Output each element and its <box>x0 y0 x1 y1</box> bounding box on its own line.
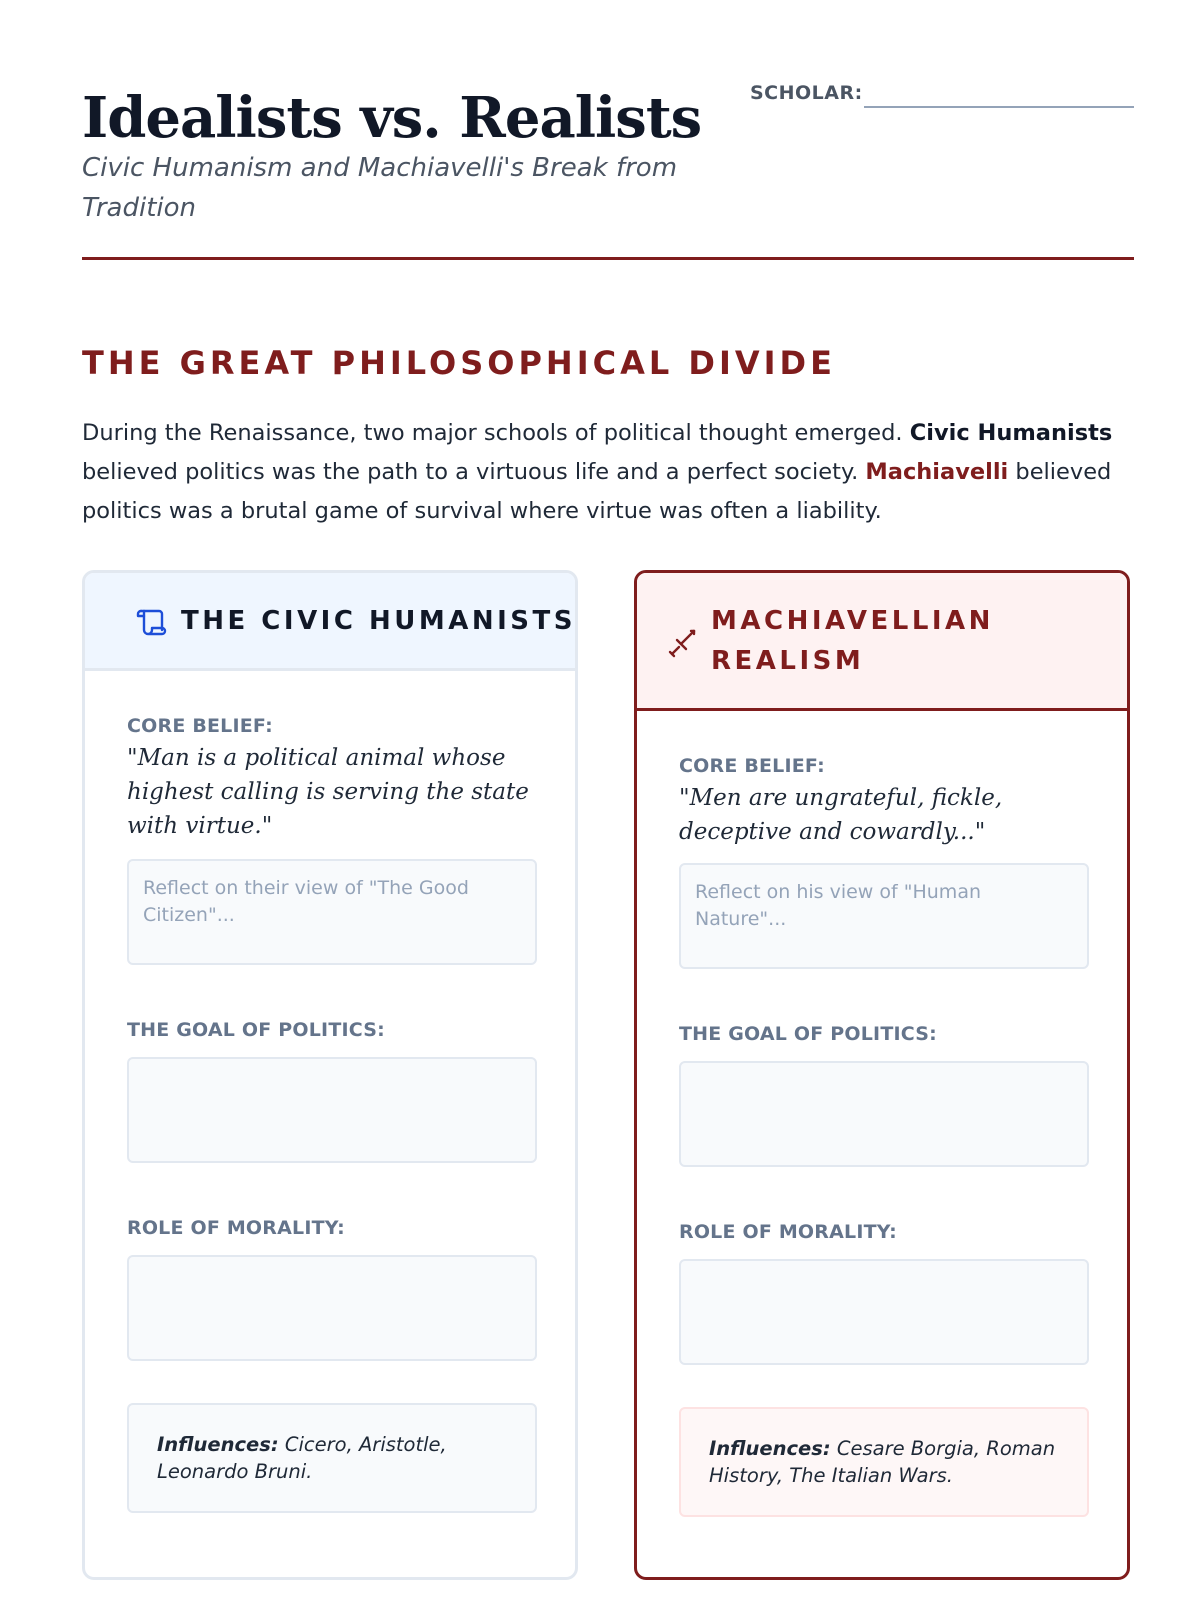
core-belief-response-box[interactable]: Reflect on their view of "The Good Citizen"... <box>127 859 537 965</box>
goal-response-box[interactable] <box>679 1061 1089 1167</box>
goal-label: THE GOAL OF POLITICS: <box>679 1023 937 1045</box>
scholar-label: SCHOLAR: <box>750 82 863 104</box>
intro-text-2: believed politics was the path to a virtuous life and a perfect society. <box>82 459 866 485</box>
intro-text-3: believed politics was a brutal game of survival where virtue was often a liability. <box>82 459 1112 524</box>
scroll-icon <box>135 607 167 637</box>
intro-machiavelli: Machiavelli <box>865 459 1009 485</box>
civic-humanists-body <box>127 713 537 1513</box>
morality-section <box>679 1219 1089 1365</box>
core-belief-label: CORE BELIEF: <box>127 715 273 737</box>
page-title: Idealists vs. Realists <box>82 85 702 151</box>
core-belief-response-box[interactable]: Reflect on his view of "Human Nature"... <box>679 863 1089 969</box>
influences-label: Influences: <box>157 1433 279 1456</box>
scholar-field <box>750 80 1134 110</box>
page-subtitle: Civic Humanism and Machiavelli's Break from Tradition <box>82 153 678 223</box>
scholar-name-line[interactable] <box>864 106 1134 108</box>
machiavellian-realism-card <box>634 570 1130 1580</box>
core-belief-label: CORE BELIEF: <box>679 755 825 777</box>
goal-section <box>679 1021 1089 1167</box>
core-belief-quote: "Man is a political animal whose highest calling is serving the state with virtue." <box>127 745 529 839</box>
goal-response-box[interactable] <box>127 1057 537 1163</box>
machiavellian-realism-body <box>679 753 1089 1517</box>
goal-section <box>127 1017 537 1163</box>
morality-label: ROLE OF MORALITY: <box>127 1217 345 1239</box>
worksheet-page <box>82 0 1134 1600</box>
sword-icon <box>667 627 699 659</box>
section-title: THE GREAT PHILOSOPHICAL DIVIDE <box>82 344 836 382</box>
machiavellian-realism-header <box>637 573 1127 711</box>
morality-section <box>127 1215 537 1361</box>
goal-label: THE GOAL OF POLITICS: <box>127 1019 385 1041</box>
morality-label: ROLE OF MORALITY: <box>679 1221 897 1243</box>
influences-box <box>679 1407 1089 1517</box>
influences-text: Cicero, Aristotle, Leonardo Bruni. <box>157 1433 447 1483</box>
header <box>82 80 1134 260</box>
civic-humanists-header <box>85 573 575 671</box>
influences-label: Influences: <box>709 1437 831 1460</box>
civic-humanists-title: THE CIVIC HUMANISTS <box>181 606 576 636</box>
intro-text-1: During the Renaissance, two major schools of political thought emerged. <box>82 420 910 446</box>
morality-response-box[interactable] <box>127 1255 537 1361</box>
intro-civic-humanists: Civic Humanists <box>909 420 1113 446</box>
morality-response-box[interactable] <box>679 1259 1089 1365</box>
intro-paragraph <box>82 414 1134 531</box>
core-belief-quote: "Men are ungrateful, fickle, deceptive and cowardly..." <box>679 785 1003 845</box>
influences-text: Cesare Borgia, Roman History, The Italian Wars. <box>709 1437 1056 1487</box>
influences-box <box>127 1403 537 1513</box>
machiavellian-realism-title: MACHIAVELLIAN REALISM <box>711 606 994 676</box>
civic-humanists-card <box>82 570 578 1580</box>
